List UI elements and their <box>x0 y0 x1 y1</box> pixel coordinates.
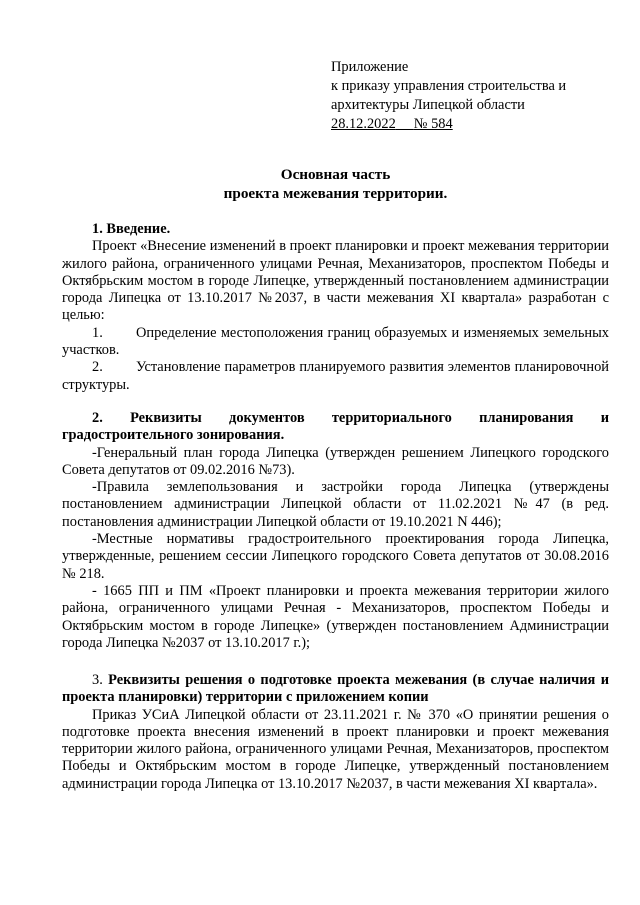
section-2 <box>62 410 609 652</box>
section-1 <box>62 221 609 394</box>
approval-line-1: Приложение <box>331 59 409 75</box>
section-2-item-1: -Генеральный план города Липецка (утвержден решением Липецкого городского Совета депутатов от 09.02.2016 №73). <box>62 444 609 478</box>
document-title <box>62 165 609 203</box>
approval-date: 28.12.2022 <box>331 116 396 132</box>
section-1-item-2 <box>62 359 609 394</box>
approval-block <box>331 58 621 134</box>
section-3 <box>62 672 609 793</box>
section-1-heading: 1. Введение. <box>92 221 171 237</box>
section-2-heading: 2. Реквизиты документов территориального планирования и градостроительного зонирования. <box>62 410 609 444</box>
approval-line-3: архитектуры Липецкой области <box>331 97 525 113</box>
approval-number: № 584 <box>413 116 453 132</box>
item-text: Установление параметров планируемого развития элементов планировочной структуры. <box>62 359 609 393</box>
section-2-item-2: -Правила землепользования и застройки города Липецка (утверждены постановлением администрации Липецкой области от 11.02.2021 №47 (в ред. постановления администрации Липецкой области от 19.10.2021 N 446); <box>62 479 609 530</box>
approval-date-number <box>331 115 621 134</box>
section-1-item-1 <box>62 325 609 360</box>
section-3-text: Приказ УСиА Липецкой области от 23.11.2021 г. № 370 «О принятии решения о подготовке проекта внесения изменений в проект планировки и проект межевания территории жилого района, ограниченного улицами Речная, Механизаторов, проспектом Победы и Октябрьским мостом в городе Липецке, утвержденный постановлением администрации города Липецка от 13.10.2017 №2037, в части межевания XI квартала». <box>62 706 609 792</box>
section-3-heading-number: 3. <box>92 672 103 688</box>
section-2-item-3: -Местные нормативы градостроительного проектирования города Липецка, утвержденные, решением сессии Липецкого городского Совета депутатов от 30.08.2016 № 218. <box>62 531 609 582</box>
item-text: Определение местоположения границ образуемых и изменяемых земельных участков. <box>62 324 609 359</box>
item-number: 2. <box>92 359 103 376</box>
title-line-1: Основная часть <box>280 166 391 183</box>
section-3-heading-text: Реквизиты решения о подготовке проекта межевания (в случае наличия и проекта планировки) территории с приложением копии <box>62 672 609 706</box>
section-3-heading <box>62 672 609 707</box>
title-line-2: проекта межевания территории. <box>223 185 448 202</box>
section-2-item-4: - 1665 ПП и ПМ «Проект планировки и проекта межевания территории жилого района, ограниченного улицами Речная - Механизаторов, проспектом Победы и Октябрьским мостом в городе Липецке» (утвержден постановлением Администрации города Липецка №2037 от 13.10.2017 г.); <box>62 582 609 651</box>
section-1-intro: Проект «Внесение изменений в проект планировки и проект межевания территории жилого района, ограниченного улицами Речная, Механизаторов, проспектом Победы и Октябрьским мостом в городе Липецке, утвержденный постановлением администрации города Липецка от 13.10.2017 №2037, в части межевания XI квартала» разработан с целью: <box>62 238 609 324</box>
approval-line-2: к приказу управления строительства и <box>331 78 567 94</box>
item-number: 1. <box>92 324 103 341</box>
